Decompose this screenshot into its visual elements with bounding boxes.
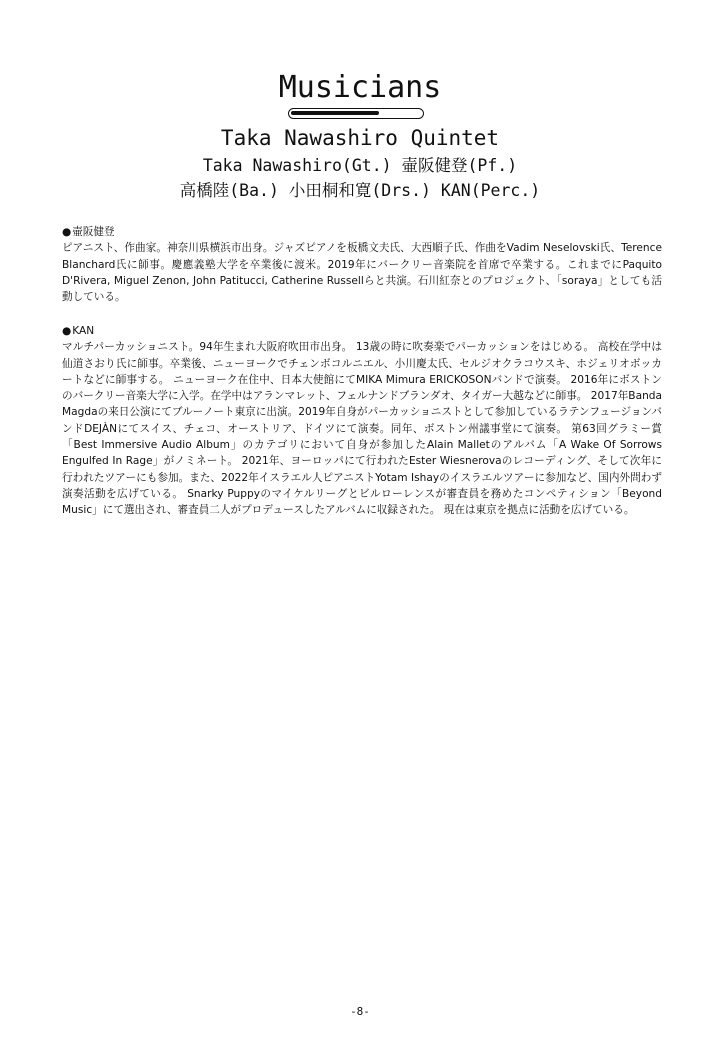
page-number: -8- (350, 1005, 370, 1018)
title-underline-fill (291, 111, 379, 115)
page-title: Musicians (278, 70, 442, 105)
bio-name: 壷阪健登 (72, 226, 115, 238)
bio-heading (62, 224, 662, 240)
members-line-1: Taka Nawashiro(Gt.) 壷阪健登(Pf.) (202, 156, 518, 175)
bullet-icon: ● (62, 325, 72, 337)
bio-section-tsubosaka (62, 224, 662, 305)
members-line-2: 高橋陸(Ba.) 小田桐和寛(Drs.) KAN(Perc.) (179, 181, 541, 200)
bullet-icon: ● (62, 226, 72, 238)
bio-name: KAN (72, 325, 95, 337)
bio-text: マルチパーカッショニスト。94年生まれ大阪府吹田市出身。 13歳の時に吹奏楽でパーカッションをはじめる。 高校在学中は仙道さおり氏に師事。卒業後、ニューヨークでチェンボコルニエル、小川慶太氏、セルジオクラコウスキ、ホジェリオボッカートなどに師事する。 ニューヨーク在住中、日本大使館にてMIKA Mimura ERICKOSONバンドで演奏。 2016年にボストンのバークリー音楽大学に入学。在学中はアランマレット、フェルナンドブランダオ、タイガー大越などに師事。 2017年Banda Magdaの来日公演にてブルーノート東京に出演。2019年自身がパーカッショニストとして参加しているラテンフュージョンバンドDEJÀNにてスイス、チェコ、オーストリア、ドイツにて演奏。同年、ボストン州議事堂にて演奏。 第63回グラミー賞「Best Immersive Audio Album」のカテゴリにおいて自身が参加したAlain Malletのアルバム「A Wake Of Sorrows Engulfed In Rage」がノミネート。 2021年、ヨーロッパにて行われたEster Wiesnerovaのレコーディング、そして次年に行われたツアーにも参加。また、2022年イスラエル人ピアニストYotam Ishayのイスラエルツアーに参加など、国内外問わず演奏活動を広げている。 Snarky Puppyのマイケルリーグとビルローレンスが審査員を務めたコンペティション「Beyond Music」にて選出され、審査員二人がプロデュースしたアルバムに収録された。 現在は東京を拠点に活動を広げている。 (62, 341, 662, 517)
bio-text: ピアニスト、作曲家。神奈川県横浜市出身。ジャズピアノを板橋文夫氏、大西順子氏、作曲をVadim Neselovski氏、Terence Blanchard氏に師事。慶應義塾大学を卒業後に渡米。2019年にバークリー音楽院を首席で卒業する。これまでにPaquito D'Rivera, Miguel Zenon, John Patitucci, Catherine Russellらと共演。石川紅奈とのプロジェクト、「soraya」としても活動している。 (62, 242, 662, 304)
title-underline-decoration (288, 108, 424, 119)
band-name: Taka Nawashiro Quintet (220, 126, 500, 150)
bio-section-kan (62, 323, 662, 519)
bio-heading (62, 323, 662, 339)
